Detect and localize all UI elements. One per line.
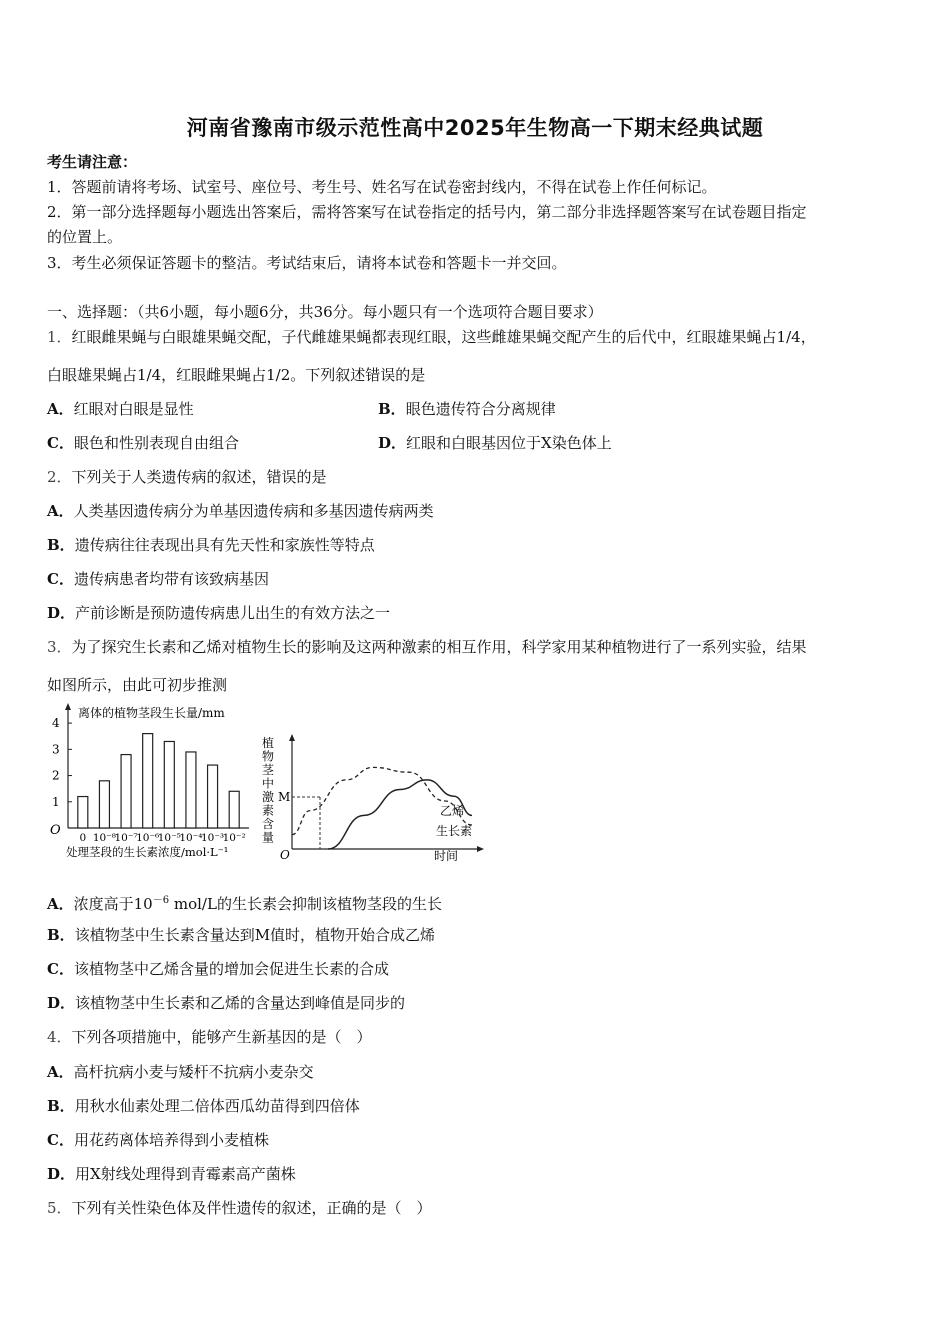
option-a[interactable]: [47, 891, 442, 914]
option-text: 该植物茎中乙烯含量的增加会促进生长素的合成: [73, 960, 389, 978]
option-text: 用X射线处理得到青霉素高产菌株: [75, 1165, 296, 1183]
notice-header: 考生请注意：: [47, 153, 138, 171]
legend-ethylene: 乙烯: [440, 804, 465, 818]
option-label: C．: [47, 960, 74, 978]
bar-chart-bars: [78, 734, 239, 828]
option-label: A．: [47, 1063, 74, 1081]
question-number: 1．: [47, 328, 72, 346]
option-text: 用秋水仙素处理二倍体西瓜幼苗得到四倍体: [74, 1097, 360, 1115]
option-text: 眼色和性别表现自由组合: [73, 434, 239, 452]
option-d[interactable]: [47, 1164, 296, 1184]
question-stem-line: 下列各项措施中，能够产生新基因的是（ ）: [71, 1028, 372, 1046]
line-chart-y-label: [262, 735, 275, 845]
option-label: C．: [47, 434, 74, 452]
question-stem-line: 红眼雌果蝇与白眼雄果蝇交配，子代雌雄果蝇都表现红眼，这些雌雄果蝇交配产生的后代中，红眼雄果蝇占1/4，: [71, 328, 816, 346]
option-a[interactable]: [47, 501, 434, 521]
option-b[interactable]: [47, 1096, 360, 1116]
option-label: D．: [378, 434, 407, 452]
option-text: 红眼对白眼是显性: [73, 400, 194, 418]
hormone-line-chart: [258, 733, 488, 863]
option-text: mol/L的生长素会抑制该植物茎段的生长: [169, 895, 442, 913]
option-label: D．: [47, 1165, 76, 1183]
option-a[interactable]: [47, 399, 194, 419]
option-label: D．: [47, 604, 76, 622]
option-text: 眼色遗传符合分离规律: [405, 400, 556, 418]
bar-chart-y-ticks: [52, 716, 72, 809]
bar-2: [121, 755, 131, 828]
bar-0: [78, 797, 88, 828]
option-text: 该植物茎中生长素含量达到M值时，植物开始合成乙烯: [74, 926, 436, 944]
option-label: A．: [47, 400, 74, 418]
y-tick-label: 2: [52, 768, 60, 783]
notice-item: 2．第一部分选择题每小题选出答案后，需将答案写在试卷指定的括号内，第二部分非选择题答案写在试卷题目指定: [47, 203, 807, 221]
section-heading: 一、选择题：（共6小题，每小题6分，共36分。每小题只有一个选项符合题目要求）: [47, 303, 603, 321]
bar-chart-origin: O: [50, 823, 61, 838]
option-label: A．: [47, 502, 74, 520]
line-chart-x-label: 时间: [434, 849, 459, 863]
question-3-stem: [47, 637, 807, 657]
option-c[interactable]: [47, 1130, 269, 1150]
x-tick-label: 0: [79, 832, 87, 844]
x-axis-arrow-icon: [477, 846, 484, 852]
question-stem-line: 为了探究生长素和乙烯对植物生长的影响及这两种激素的相互作用，科学家用某种植物进行了一系列实验，结果: [71, 638, 807, 656]
legend-auxin: 生长素: [436, 824, 473, 838]
notice-item: 1．答题前请将考场、试室号、座位号、考生号、姓名写在试卷密封线内，不得在试卷上作任何标记。: [47, 178, 717, 196]
option-text: 产前诊断是预防遗传病患儿出生的有效方法之一: [75, 604, 391, 622]
question-number: 2．: [47, 468, 72, 486]
line-chart-origin: O: [280, 848, 290, 862]
option-label: B．: [47, 536, 75, 554]
option-label: C．: [47, 1131, 74, 1149]
y-axis-arrow-icon: [65, 703, 71, 710]
option-text: 用花药离体培养得到小麦植株: [73, 1131, 269, 1149]
option-d[interactable]: [378, 433, 612, 453]
option-a[interactable]: [47, 1062, 314, 1082]
option-text: 高杆抗病小麦与矮杆不抗病小麦杂交: [73, 1063, 314, 1081]
question-stem-line: 下列有关性染色体及伴性遗传的叙述，正确的是（ ）: [71, 1199, 432, 1217]
option-label: D．: [47, 994, 76, 1012]
bar-6: [208, 765, 218, 828]
y-label-char: 素: [262, 803, 275, 818]
question-number: 3．: [47, 638, 72, 656]
x-tick-label: 10⁻³: [201, 832, 225, 844]
question-2-stem: [47, 467, 327, 487]
option-superscript: －6: [152, 895, 170, 906]
growth-bar-chart: [44, 703, 254, 863]
question-stem-line: 下列关于人类遗传病的叙述，错误的是: [71, 468, 327, 486]
bar-1: [99, 781, 109, 828]
option-b[interactable]: [47, 925, 435, 945]
option-d[interactable]: [47, 993, 405, 1013]
question-1-stem-cont: 白眼雄果蝇占1/4，红眼雌果蝇占1/2。下列叙述错误的是: [47, 366, 426, 384]
option-c[interactable]: [47, 569, 269, 589]
x-tick-label: 10⁻⁴: [179, 832, 203, 844]
option-label: A．: [47, 895, 74, 913]
bar-chart-x-ticks: [79, 832, 245, 844]
y-label-char: 激: [262, 790, 275, 804]
notice-item: 的位置上。: [47, 228, 123, 246]
option-text: 红眼和白眼基因位于X染色体上: [406, 434, 612, 452]
question-5-stem: [47, 1198, 432, 1218]
bar-4: [164, 741, 174, 828]
x-tick-label: 10⁻⁶: [136, 832, 160, 844]
option-text: 人类基因遗传病分为单基因遗传病和多基因遗传病两类: [73, 502, 434, 520]
line-chart-m-label: M: [278, 790, 291, 804]
x-tick-label: 10⁻⁵: [157, 832, 181, 844]
x-tick-label: 10⁻⁷: [114, 832, 138, 844]
option-label: C．: [47, 570, 74, 588]
y-label-char: 植: [262, 736, 275, 750]
option-c[interactable]: [47, 433, 239, 453]
bar-chart-title: 离体的植物茎段生长量/mm: [78, 706, 225, 720]
page-title: 河南省豫南市级示范性高中2025年生物高一下期末经典试题: [186, 116, 764, 140]
question-3-stem-cont: 如图所示，由此可初步推测: [47, 676, 228, 694]
option-text: 浓度高于10: [73, 895, 153, 913]
x-tick-label: 10⁻²: [222, 832, 246, 844]
y-label-char: 物: [262, 749, 275, 764]
option-c[interactable]: [47, 959, 389, 979]
option-b[interactable]: [47, 535, 375, 555]
y-label-char: 量: [262, 830, 275, 845]
option-text: 该植物茎中生长素和乙烯的含量达到峰值是同步的: [75, 994, 406, 1012]
option-text: 遗传病患者均带有该致病基因: [73, 570, 269, 588]
bar-3: [143, 734, 153, 828]
option-b[interactable]: [378, 399, 556, 419]
y-tick-label: 1: [52, 794, 60, 809]
x-tick-label: 10⁻⁸: [92, 832, 116, 844]
y-label-char: 含: [262, 817, 275, 831]
option-text: 遗传病往往表现出具有先天性和家族性等特点: [74, 536, 375, 554]
option-label: B．: [378, 400, 406, 418]
notice-item: 3．考生必须保证答题卡的整洁。考试结束后，请将本试卷和答题卡一并交回。: [47, 254, 567, 272]
question-number: 4．: [47, 1028, 72, 1046]
bar-chart-x-label: 处理茎段的生长素浓度/mol·L⁻¹: [66, 845, 229, 859]
y-label-char: 中: [262, 776, 275, 791]
y-tick-label: 3: [52, 742, 60, 757]
y-label-char: 茎: [262, 763, 275, 777]
bar-7: [229, 791, 239, 828]
bar-5: [186, 752, 196, 828]
question-number: 5．: [47, 1199, 72, 1217]
question-4-stem: [47, 1027, 372, 1047]
option-label: B．: [47, 1097, 75, 1115]
option-d[interactable]: [47, 603, 390, 623]
y-tick-label: 4: [52, 716, 60, 731]
question-1-stem: [47, 327, 816, 347]
option-label: B．: [47, 926, 75, 944]
y-axis-arrow-icon: [289, 734, 295, 741]
